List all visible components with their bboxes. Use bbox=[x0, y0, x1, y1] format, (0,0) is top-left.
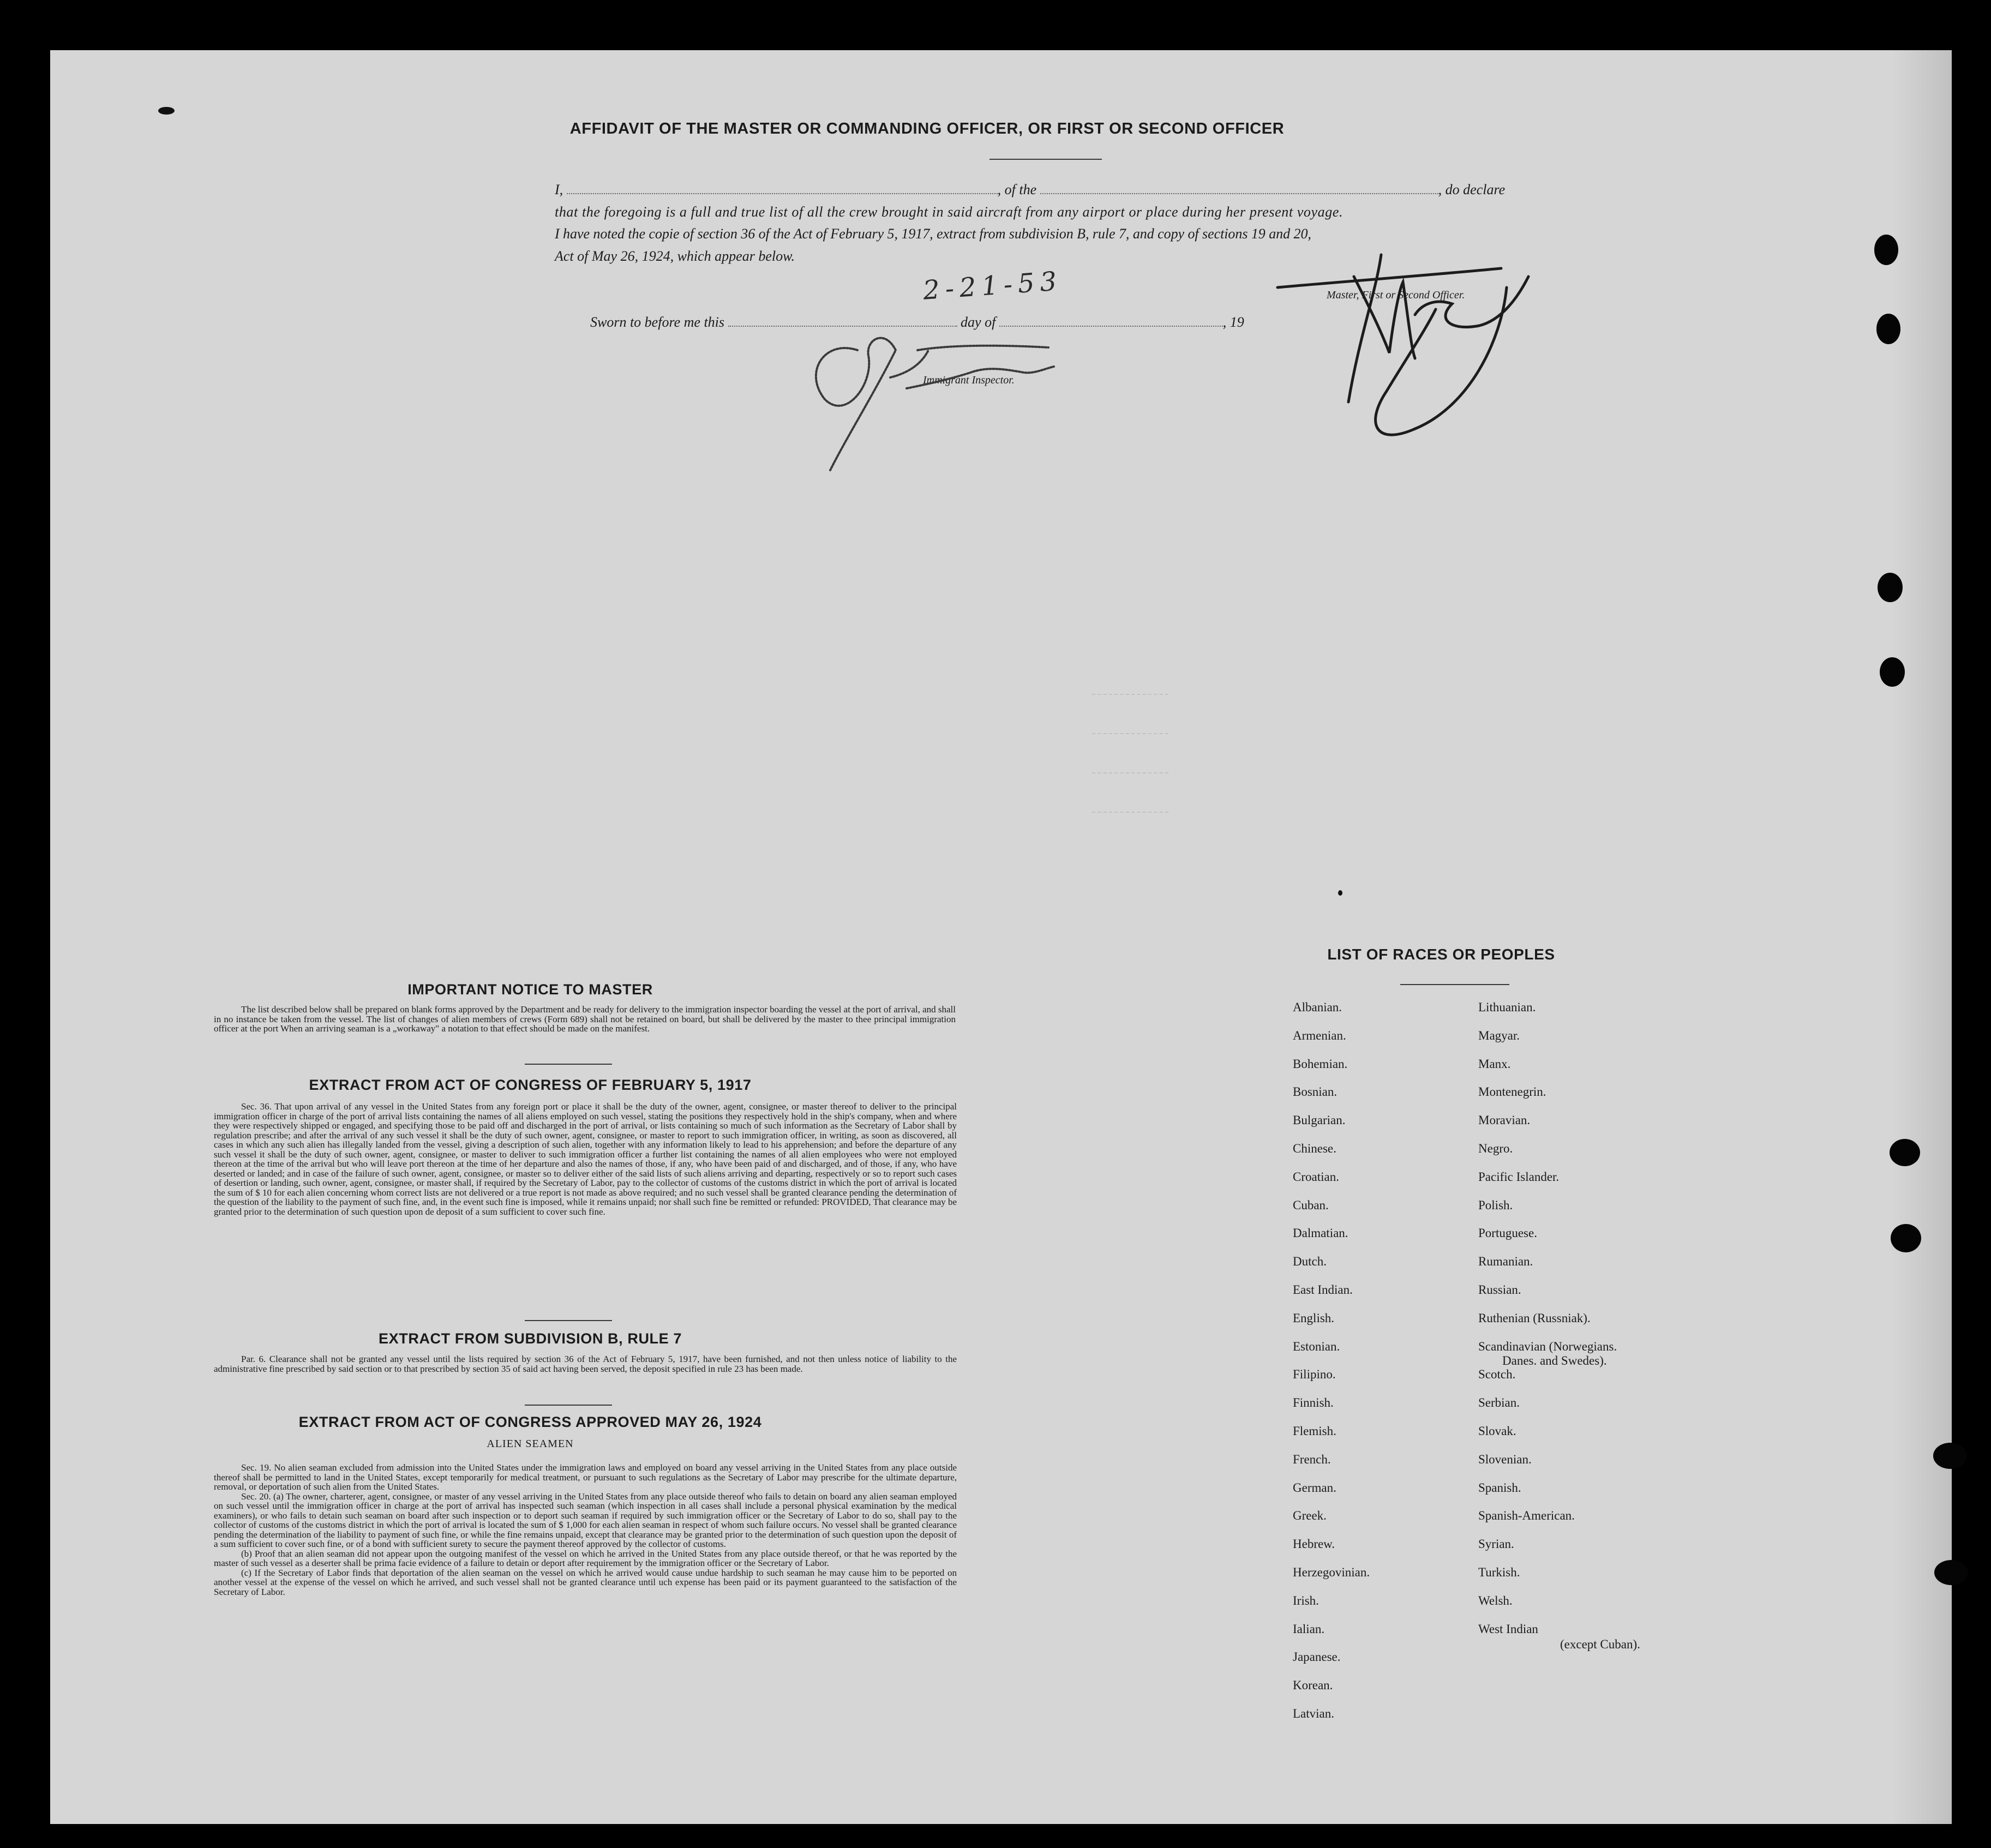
extract-1917-title: EXTRACT FROM ACT OF CONGRESS OF FEBRUARY 5, 1917 bbox=[309, 1077, 752, 1093]
handwritten-date: 2-21-53 bbox=[922, 266, 1063, 306]
race-item: Russian. bbox=[1478, 1283, 1521, 1297]
race-item: Scandinavian (Norwegians. bbox=[1478, 1339, 1617, 1353]
race-item: Scotch. bbox=[1478, 1367, 1516, 1382]
name-blank bbox=[567, 182, 998, 194]
race-item: Hebrew. bbox=[1293, 1537, 1335, 1551]
race-item: Filipino. bbox=[1293, 1367, 1336, 1382]
punch-hole bbox=[1934, 1560, 1968, 1585]
sworn-text: Sworn to before me this bbox=[590, 314, 725, 330]
sec-20a-text: Sec. 20. (a) The owner, charterer, agent, consignee, or master of any vessel arriving in the United States from any place outside thereof who fails to detain on board any alien seaman employed on such vessel until the immigration officer in charge at the port of arrival has inspected such seaman (which inspection in all cases shall include a personal physical examination by the medical examiners), or who fails to detain such seaman on board after such inspection or to deport such seaman if required by such immigration officer or the Secretary of Labor to do so, shall pay to the collector of customs of the customs district in which the port of arrival is located the sum of $ 1,000 for each alien seaman in respect of whom such failure occurs. No vessel shall be granted clearance pending the determination of the liability to payment of such fine, or while the fine remains unpaid, except that clearance may be granted prior to the determination of such question upon the deposit of a sum sufficient to cover such fine, or of a bond with sufficient surety to secure the payment thereof approved by the collector of customs. bbox=[214, 1491, 957, 1549]
affidavit-declare: , do declare bbox=[1438, 182, 1506, 197]
race-item: Finnish. bbox=[1293, 1396, 1334, 1410]
race-item: Bohemian. bbox=[1293, 1057, 1348, 1071]
vessel-blank bbox=[1040, 182, 1438, 194]
race-item: English. bbox=[1293, 1311, 1335, 1325]
punch-hole bbox=[1878, 573, 1903, 602]
punch-hole bbox=[1891, 1224, 1921, 1252]
race-item: Albanian. bbox=[1293, 1000, 1342, 1014]
officer-signature bbox=[1272, 244, 1556, 457]
race-item: Herzegovinian. bbox=[1293, 1565, 1370, 1579]
race-item: Dutch. bbox=[1293, 1255, 1327, 1269]
race-item: French. bbox=[1293, 1452, 1331, 1466]
race-item: Polish. bbox=[1478, 1198, 1513, 1212]
punch-hole bbox=[1933, 1443, 1967, 1469]
extract-1917-text: Sec. 36. That upon arrival of any vessel in the United States from any foreign port or place it shall be the duty of the owner, agent, consignee, or master thereof to deliver to the principal immigration officer in charge of the port of arrival lists containing the names of all aliens employed on such vessel, stating the positions they respectively hold in the ship's company, when and where they were respectively shipped or engaged, and specifying those to be paid off and discharged in the port of arrival, or lists containing so much of such information as the Secretary of Labor shall by regulation prescribe; and after the arrival of any such vessel it shall be the duty of such owner, agent, consignee, or master to report to such immigration officer, in writing, as soon as discovered, all cases in which any such alien has illegally landed from the vessel, giving a description of such alien, together with any information likely to lead to his apprehension; and before the departure of any such vessel it shall be the duty of such owner, agent, consignee, or master to deliver to such immigration officer a further list containing the names of all alien employees who were not employed thereon at the time of the arrival but who will leave port thereon at the time of her departure and also the names of those, if any, who have been paid of and discharged, and of those, if any, who have deserted or landed; and in case of the failure of such owner, agent, consignee, or master so to deliver either of the said lists of such aliens arriving and departing, respectively or so to report such cases of desertion or landing, such owner, agent, consignee, or master shall, if required by the Secretary of Labor, pay to the collector of customs of the customs district in which the port of arrival is located the sum of $ 10 for each alien concerning whom correct lists are not delivered or a true report is not made as above required; and no such vessel shall be granted clearance pending the determination of the question of the liability to the payment of such fine, and, in the event such fine is imposed, while it remains unpaid; nor shall such fine be remitted or refunded: PROVIDED, That clearance may be granted prior to the determination of such question upon de deposit of a sum sufficient to cover such fine. bbox=[214, 1101, 957, 1217]
punch-hole bbox=[1880, 657, 1905, 687]
affidavit-line-1 bbox=[555, 182, 1593, 198]
notice-title: IMPORTANT NOTICE TO MASTER bbox=[407, 981, 653, 998]
sec-20b-text: (b) Proof that an alien seaman did not appear upon the outgoing manifest of the vessel on which he arrived in the United States from any place outside thereof, or that he was reported by the master of such vessel as a deserter shall be prima facie evidence of a failure to detain or deport after requirement by the immigration officer or the Secretary of Labor. bbox=[214, 1548, 957, 1568]
rule7-text: Par. 6. Clearance shall not be granted any vessel until the lists required by section 36 of the Act of February 5, 1917, have been furnished, and not then unless notice of liability to the administrative fine prescribed by said section or to that prescribed by section 35 of said act having been served, the deposit specified in rule 23 has been made. bbox=[214, 1354, 957, 1374]
race-item: Dalmatian. bbox=[1293, 1226, 1348, 1240]
race-item: Estonian. bbox=[1293, 1339, 1340, 1353]
race-item: Japanese. bbox=[1293, 1650, 1341, 1664]
race-item: Bosnian. bbox=[1293, 1085, 1338, 1099]
affidavit-line-3: I have noted the copie of section 36 of the Act of February 5, 1917, extract from subdivision B, rule 7, and copy of sections 19 and 20, bbox=[555, 226, 1311, 242]
speck bbox=[158, 107, 175, 115]
race-item: East Indian. bbox=[1293, 1283, 1353, 1297]
race-item: Ialian. bbox=[1293, 1622, 1325, 1636]
race-item: Slovenian. bbox=[1478, 1452, 1532, 1466]
race-item: Manx. bbox=[1478, 1057, 1511, 1071]
race-item: Korean. bbox=[1293, 1678, 1333, 1693]
officer-label: Master, First or Second Officer. bbox=[1327, 289, 1465, 301]
race-item: Moravian. bbox=[1478, 1113, 1531, 1127]
race-item: Slovak. bbox=[1478, 1424, 1516, 1438]
punch-hole bbox=[1876, 314, 1900, 344]
race-item: Lithuanian. bbox=[1478, 1000, 1536, 1014]
extract-1924-body bbox=[214, 1463, 957, 1597]
affidavit-line-2: that the foregoing is a full and true list of all the crew brought in said aircraft from any airport or place during her present voyage. bbox=[555, 204, 1344, 220]
race-item: Pacific Islander. bbox=[1478, 1169, 1560, 1184]
race-item: Serbian. bbox=[1478, 1396, 1520, 1410]
rule7-rule bbox=[525, 1405, 612, 1406]
affidavit-i: I, bbox=[555, 182, 563, 197]
faint-margin-marks bbox=[1092, 656, 1201, 841]
notice-rule bbox=[525, 1064, 612, 1065]
race-item: Armenian. bbox=[1293, 1028, 1346, 1042]
race-item: Spanish. bbox=[1478, 1480, 1521, 1495]
race-item: Danes. and Swedes). bbox=[1502, 1353, 1607, 1367]
race-item: (except Cuban). bbox=[1560, 1637, 1640, 1651]
punch-hole bbox=[1874, 235, 1898, 265]
race-item: Syrian. bbox=[1478, 1537, 1514, 1551]
extract-1924-subtitle: ALIEN SEAMEN bbox=[487, 1438, 574, 1450]
year-text: , 19 bbox=[1222, 314, 1244, 330]
race-item: Turkish. bbox=[1478, 1565, 1520, 1579]
race-item: Spanish-American. bbox=[1478, 1509, 1575, 1523]
extract-1917-rule bbox=[525, 1320, 612, 1321]
speck bbox=[1338, 890, 1342, 896]
affidavit-of-the: , of the bbox=[997, 182, 1037, 197]
inspector-signature bbox=[792, 317, 1076, 481]
races-rule bbox=[1400, 984, 1509, 985]
title-rule bbox=[989, 159, 1102, 160]
sec-19-text: Sec. 19. No alien seaman excluded from admission into the United States under the immigration laws and employed on board any vessel arriving in the United States from any place outside thereof shall be permitted to land in the United States, except temporarily for medical treatment, or pursuant to such regulations as the Secretary of Labor may prescribe for the ultimate departure, removal, or deportation of such alien from the United States. bbox=[214, 1462, 957, 1492]
race-item: Bulgarian. bbox=[1293, 1113, 1346, 1127]
affidavit-line-4: Act of May 26, 1924, which appear below. bbox=[555, 248, 795, 264]
race-item: Welsh. bbox=[1478, 1593, 1513, 1607]
race-item: Irish. bbox=[1293, 1593, 1319, 1607]
day-of-text: day of bbox=[961, 314, 996, 330]
race-item: Magyar. bbox=[1478, 1028, 1520, 1042]
race-item: Greek. bbox=[1293, 1509, 1327, 1523]
punch-hole bbox=[1890, 1139, 1920, 1166]
race-item: Ruthenian (Russniak). bbox=[1478, 1311, 1591, 1325]
notice-text: The list described below shall be prepared on blank forms approved by the Department and be ready for delivery to the immigration inspector boarding the vessel at the port of arrival, and shall in no instance be taken from the vessel. The list of changes of alien members of crews (Form 689) shall not be retained on board, but shall be delivered by the master to thee principal immigration officer at the port When an arriving seaman is a „workaway" a notation to that effect should be made on the manifest. bbox=[214, 1004, 956, 1034]
race-item: Rumanian. bbox=[1478, 1255, 1533, 1269]
extract-1924-title: EXTRACT FROM ACT OF CONGRESS APPROVED MAY 26, 1924 bbox=[298, 1414, 762, 1430]
affidavit-title: AFFIDAVIT OF THE MASTER OR COMMANDING OFFICER, OR FIRST OR SECOND OFFICER bbox=[569, 120, 1285, 137]
race-item: Negro. bbox=[1478, 1142, 1513, 1155]
inspector-label: Immigrant Inspector. bbox=[923, 374, 1015, 386]
race-item: Croatian. bbox=[1293, 1169, 1339, 1184]
race-item: Latvian. bbox=[1293, 1707, 1334, 1720]
race-item: Cuban. bbox=[1293, 1198, 1329, 1212]
race-item: Flemish. bbox=[1293, 1424, 1336, 1438]
race-item: Portuguese. bbox=[1478, 1226, 1537, 1240]
race-item: German. bbox=[1293, 1480, 1336, 1495]
document-page bbox=[50, 50, 1952, 1824]
race-item: Chinese. bbox=[1293, 1142, 1336, 1155]
sec-20c-text: (c) If the Secretary of Labor finds that deportation of the alien seaman on the vessel on which he arrived would cause undue hardship to such seaman he may cause him to be peported on another vessel at the expense of the vessel on which he arrived, and such vessel shall not be granted clearance until uch expense has been paid or its payment guaranteed to the satisfaction of the Secretary of Labor. bbox=[214, 1567, 957, 1597]
races-title: LIST OF RACES OR PEOPLES bbox=[1327, 946, 1555, 963]
race-item: Montenegrin. bbox=[1478, 1085, 1546, 1099]
right-edge-shadow bbox=[1892, 50, 1952, 1824]
rule7-title: EXTRACT FROM SUBDIVISION B, RULE 7 bbox=[379, 1330, 682, 1347]
race-item: West Indian bbox=[1478, 1622, 1538, 1636]
